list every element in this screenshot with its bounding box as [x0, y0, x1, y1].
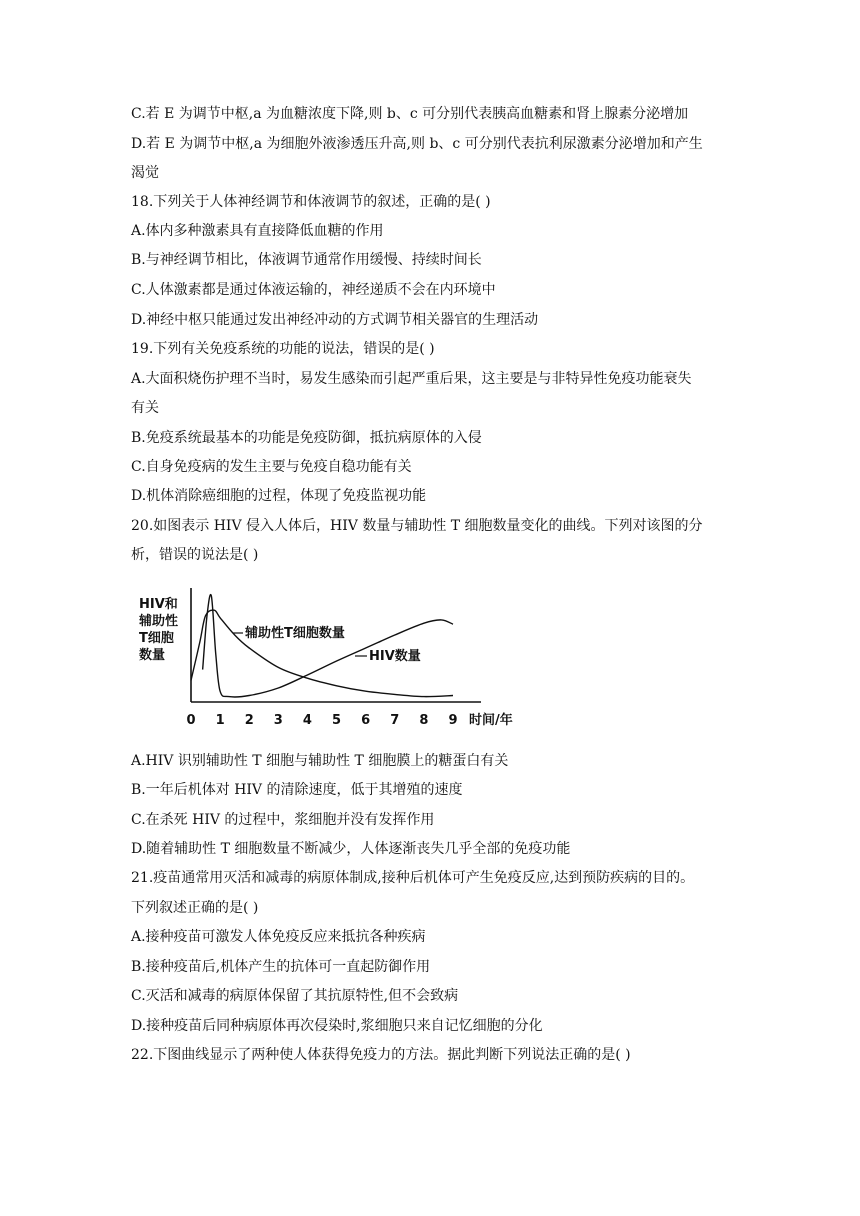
- text-line: C.灭活和减毒的病原体保留了其抗原特性,但不会致病: [131, 988, 459, 1004]
- text-line: A.体内多种激素具有直接降低血糖的作用: [131, 223, 384, 239]
- text-line: C.在杀死 HIV 的过程中，浆细胞并没有发挥作用: [131, 812, 435, 828]
- text-line: D.机体消除癌细胞的过程，体现了免疫监视功能: [131, 488, 427, 504]
- x-tick-label: 6: [361, 713, 371, 728]
- text-line: D.若 E 为调节中枢,a 为细胞外液渗透压升高,则 b、c 可分别代表抗利尿激素分泌增加和产生: [131, 136, 703, 152]
- text-line: A.HIV 识别辅助性 T 细胞与辅助性 T 细胞膜上的糖蛋白有关: [131, 753, 509, 769]
- y-axis-label-line: 辅助性: [139, 614, 179, 629]
- text-line: C.人体激素都是通过体液运输的，神经递质不会在内环境中: [131, 282, 496, 298]
- text-line: D.随着辅助性 T 细胞数量不断减少，人体逐渐丧失几乎全部的免疫功能: [131, 841, 571, 857]
- y-axis-label-line: 数量: [139, 648, 166, 663]
- series-label-t-cells: 辅助性T细胞数量: [245, 626, 345, 641]
- text-line: 有关: [131, 400, 159, 416]
- text-line: C.自身免疫病的发生主要与免疫自稳功能有关: [131, 459, 412, 475]
- text-line: 下列叙述正确的是( ): [131, 900, 259, 916]
- text-line: B.一年后机体对 HIV 的清除速度，低于其增殖的速度: [131, 782, 463, 798]
- x-tick-label: 9: [448, 713, 458, 728]
- text-line: B.免疫系统最基本的功能是免疫防御，抵抗病原体的入侵: [131, 430, 482, 446]
- text-line: 19.下列有关免疫系统的功能的说法，错误的是( ): [131, 341, 435, 357]
- text-line: 析，错误的说法是( ): [131, 547, 259, 563]
- text-line: 渴觉: [131, 165, 159, 181]
- text-line: B.接种疫苗后,机体产生的抗体可一直起防御作用: [131, 959, 431, 975]
- x-tick-label: 0: [186, 713, 196, 728]
- y-axis-label-line: T细胞: [139, 631, 174, 646]
- text-line: A.大面积烧伤护理不当时，易发生感染而引起严重后果，这主要是与非特异性免疫功能衰失: [131, 371, 692, 387]
- series-label-hiv: HIV数量: [369, 649, 421, 664]
- text-line: 21.疫苗通常用灭活和减毒的病原体制成,接种后机体可产生免疫反应,达到预防疾病的目的。: [131, 870, 695, 886]
- text-line: 18.下列关于人体神经调节和体液调节的叙述，正确的是( ): [131, 194, 491, 210]
- x-tick-labels: [186, 713, 457, 728]
- y-axis-label-line: HIV和: [139, 597, 178, 612]
- series-lines: [191, 595, 453, 697]
- x-tick-label: 5: [332, 713, 342, 728]
- hiv-chart: [131, 578, 551, 738]
- x-tick-label: 2: [244, 713, 254, 728]
- text-line: D.神经中枢只能通过发出神经冲动的方式调节相关器官的生理活动: [131, 312, 539, 328]
- x-tick-label: 8: [419, 713, 429, 728]
- x-axis-label: 时间/年: [469, 713, 513, 728]
- text-line: A.接种疫苗可激发人体免疫反应来抵抗各种疾病: [131, 929, 426, 945]
- x-tick-label: 1: [215, 713, 225, 728]
- y-axis-label: [138, 596, 178, 663]
- x-tick-label: 4: [302, 713, 312, 728]
- text-line: 22.下图曲线显示了两种使人体获得免疫力的方法。据此判断下列说法正确的是( ): [131, 1047, 631, 1063]
- x-tick-label: 3: [273, 713, 283, 728]
- text-line: 20.如图表示 HIV 侵入人体后，HIV 数量与辅助性 T 细胞数量变化的曲线。下列对该图的分: [131, 518, 703, 534]
- text-line: B.与神经调节相比，体液调节通常作用缓慢、持续时间长: [131, 252, 482, 268]
- x-tick-label: 7: [390, 713, 400, 728]
- text-line: C.若 E 为调节中枢,a 为血糖浓度下降,则 b、c 可分别代表胰高血糖素和肾上腺素分泌增加: [131, 106, 689, 122]
- series-line-hiv: [203, 595, 453, 697]
- text-line: D.接种疫苗后同种病原体再次侵染时,浆细胞只来自记忆细胞的分化: [131, 1018, 543, 1034]
